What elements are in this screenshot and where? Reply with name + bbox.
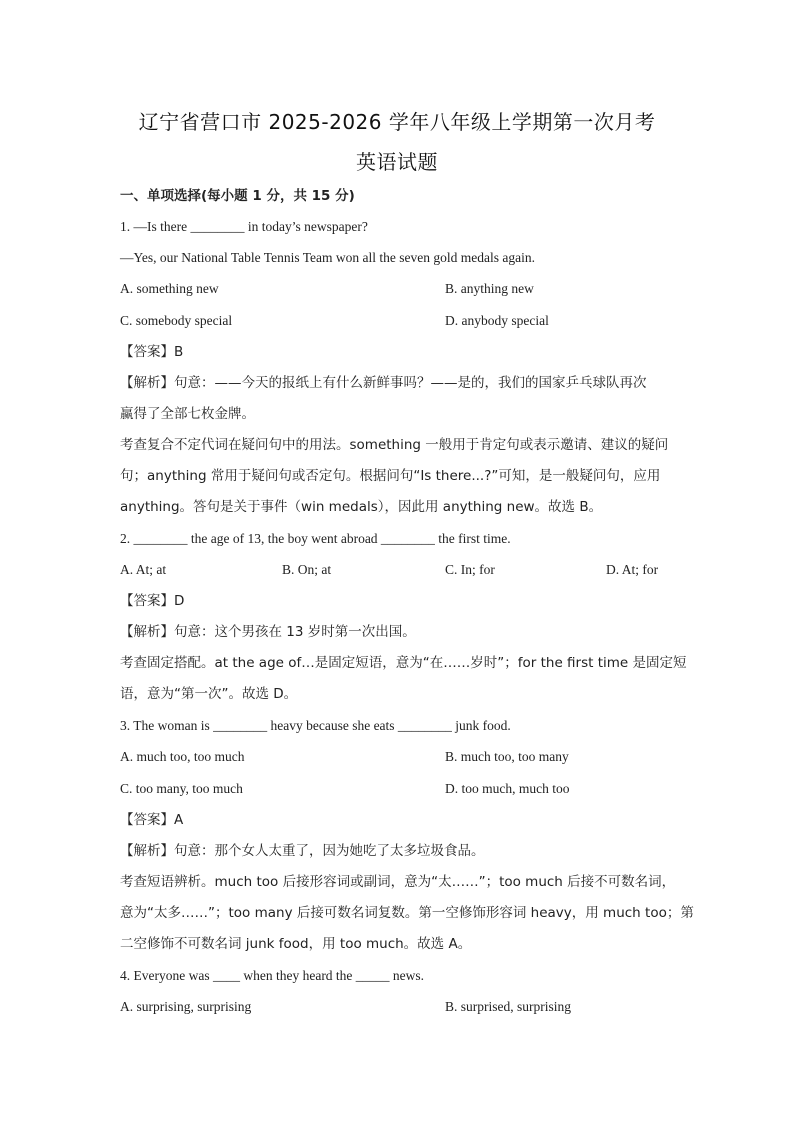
q1-analysis-1: 【解析】句意：——今天的报纸上有什么新鲜事吗？——是的，我们的国家乒乓球队再次 [120,375,647,391]
q2-option-c: C. In; for [445,562,495,577]
q2-answer: 【答案】D [120,593,185,609]
q1-option-a: A. something new [120,281,219,296]
question-2-stem: 2. ________ the age of 13, the boy went abroad ________ the first time. [120,531,511,546]
q3-analysis-3: 意为“太多……”；too many 后接可数名词复数。第一空修饰形容词 heavy，用 much too；第 [120,905,694,921]
q3-answer: 【答案】A [120,812,184,828]
page-title: 辽宁省营口市 2025-2026 学年八年级上学期第一次月考 [138,110,656,134]
q2-analysis-1: 【解析】句意：这个男孩在 13 岁时第一次出国。 [120,624,416,640]
q1-option-c: C. somebody special [120,313,233,328]
question-3-stem: 3. The woman is ________ heavy because she eats ________ junk food. [120,718,511,733]
q1-analysis-5: anything。答句是关于事件（win medals），因此用 anything new。故选 B。 [120,499,603,515]
q3-option-d: D. too much, much too [445,781,570,796]
page-subtitle: 英语试题 [356,150,438,174]
q3-option-a: A. much too, too much [120,749,245,764]
question-1-stem-2: —Yes, our National Table Tennis Team won all the seven gold medals again. [120,250,535,265]
q3-analysis-1: 【解析】句意：那个女人太重了，因为她吃了太多垃圾食品。 [120,843,485,859]
q2-analysis-2: 考查固定搭配。at the age of…是固定短语，意为“在……岁时”；for the first time 是固定短 [120,655,687,671]
q2-option-d: D. At; for [606,562,659,577]
q3-option-c: C. too many, too much [120,781,243,796]
q4-option-b: B. surprised, surprising [445,999,571,1014]
q1-answer: 【答案】B [120,344,184,360]
q3-analysis-4: 二空修饰不可数名词 junk food，用 too much。故选 A。 [120,936,472,952]
q2-option-b: B. On; at [282,562,332,577]
q2-analysis-3: 语，意为“第一次”。故选 D。 [120,686,298,702]
q3-option-b: B. much too, too many [445,749,569,764]
question-1-stem: 1. —Is there ________ in today’s newspaper? [120,219,368,234]
q1-option-d: D. anybody special [445,313,549,328]
q2-option-a: A. At; at [120,562,167,577]
q3-analysis-2: 考查短语辨析。much too 后接形容词或副词，意为“太……”；too much 后接不可数名词， [120,874,676,890]
q1-analysis-2: 赢得了全部七枚金牌。 [120,406,255,422]
q1-analysis-3: 考查复合不定代词在疑问句中的用法。something 一般用于肯定句或表示邀请、建议的疑问 [120,437,669,453]
q1-option-b: B. anything new [445,281,534,296]
q1-analysis-4: 句；anything 常用于疑问句或否定句。根据问句“Is there...?”可知，是一般疑问句，应用 [120,468,661,484]
question-4-stem: 4. Everyone was ____ when they heard the _____ news. [120,968,425,983]
q4-option-a: A. surprising, surprising [120,999,252,1014]
section-heading: 一、单项选择(每小题 1 分，共 15 分) [120,188,355,204]
